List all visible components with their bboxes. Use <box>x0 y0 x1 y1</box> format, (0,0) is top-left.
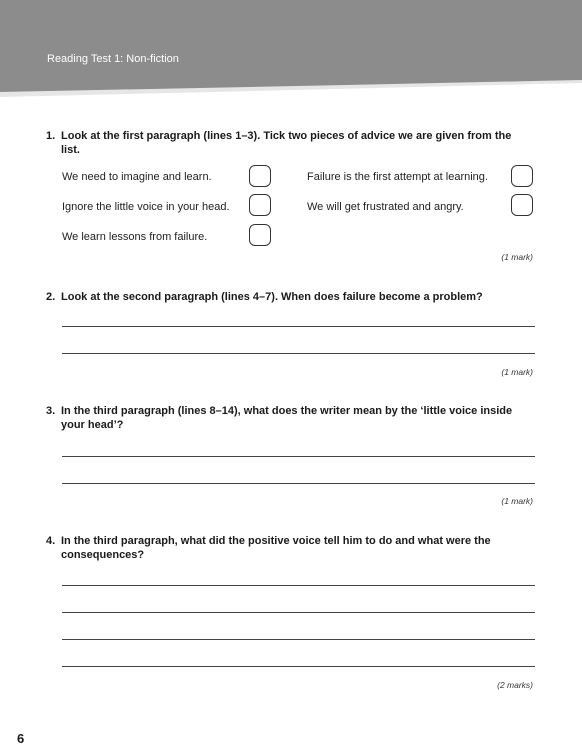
option-label: We learn lessons from failure. <box>62 231 208 243</box>
answer-line[interactable] <box>62 326 535 327</box>
answer-line[interactable] <box>62 585 535 586</box>
question-text: Look at the first paragraph (lines 1–3). Tick two pieces of advice we are given from the list. <box>61 130 512 156</box>
header-title: Reading Test 1: Non-fiction <box>47 53 179 65</box>
answer-line[interactable] <box>62 612 535 613</box>
question-number: 2. <box>46 291 56 303</box>
tick-box[interactable] <box>511 165 533 187</box>
page-header <box>0 0 582 100</box>
marks-label: (1 mark) <box>501 496 533 506</box>
question-2 <box>46 290 516 304</box>
option-label: Failure is the first attempt at learning. <box>307 171 488 183</box>
tick-box[interactable] <box>511 194 533 216</box>
answer-line[interactable] <box>62 483 535 484</box>
tick-box[interactable] <box>249 224 271 246</box>
tick-box[interactable] <box>249 194 271 216</box>
question-text: Look at the second paragraph (lines 4–7). When does failure become a problem? <box>61 291 483 303</box>
question-3 <box>46 404 516 432</box>
option-label: We will get frustrated and angry. <box>307 201 464 213</box>
question-4 <box>46 534 516 562</box>
question-number: 4. <box>46 535 56 547</box>
header-banner <box>0 0 582 100</box>
answer-line[interactable] <box>62 353 535 354</box>
answer-line[interactable] <box>62 666 535 667</box>
question-number: 3. <box>46 405 56 417</box>
question-number: 1. <box>46 130 56 142</box>
tick-box[interactable] <box>249 165 271 187</box>
option-label: We need to imagine and learn. <box>62 171 212 183</box>
marks-label: (1 mark) <box>501 367 533 377</box>
marks-label: (2 marks) <box>497 680 533 690</box>
question-text: In the third paragraph, what did the positive voice tell him to do and what were the consequences? <box>61 535 491 561</box>
answer-line[interactable] <box>62 639 535 640</box>
question-text: In the third paragraph (lines 8–14), what does the writer mean by the ‘little voice inside your head’? <box>61 405 513 431</box>
page-number: 6 <box>17 731 25 746</box>
marks-label: (1 mark) <box>501 252 533 262</box>
option-label: Ignore the little voice in your head. <box>62 201 230 213</box>
question-1 <box>46 129 516 157</box>
answer-line[interactable] <box>62 456 535 457</box>
